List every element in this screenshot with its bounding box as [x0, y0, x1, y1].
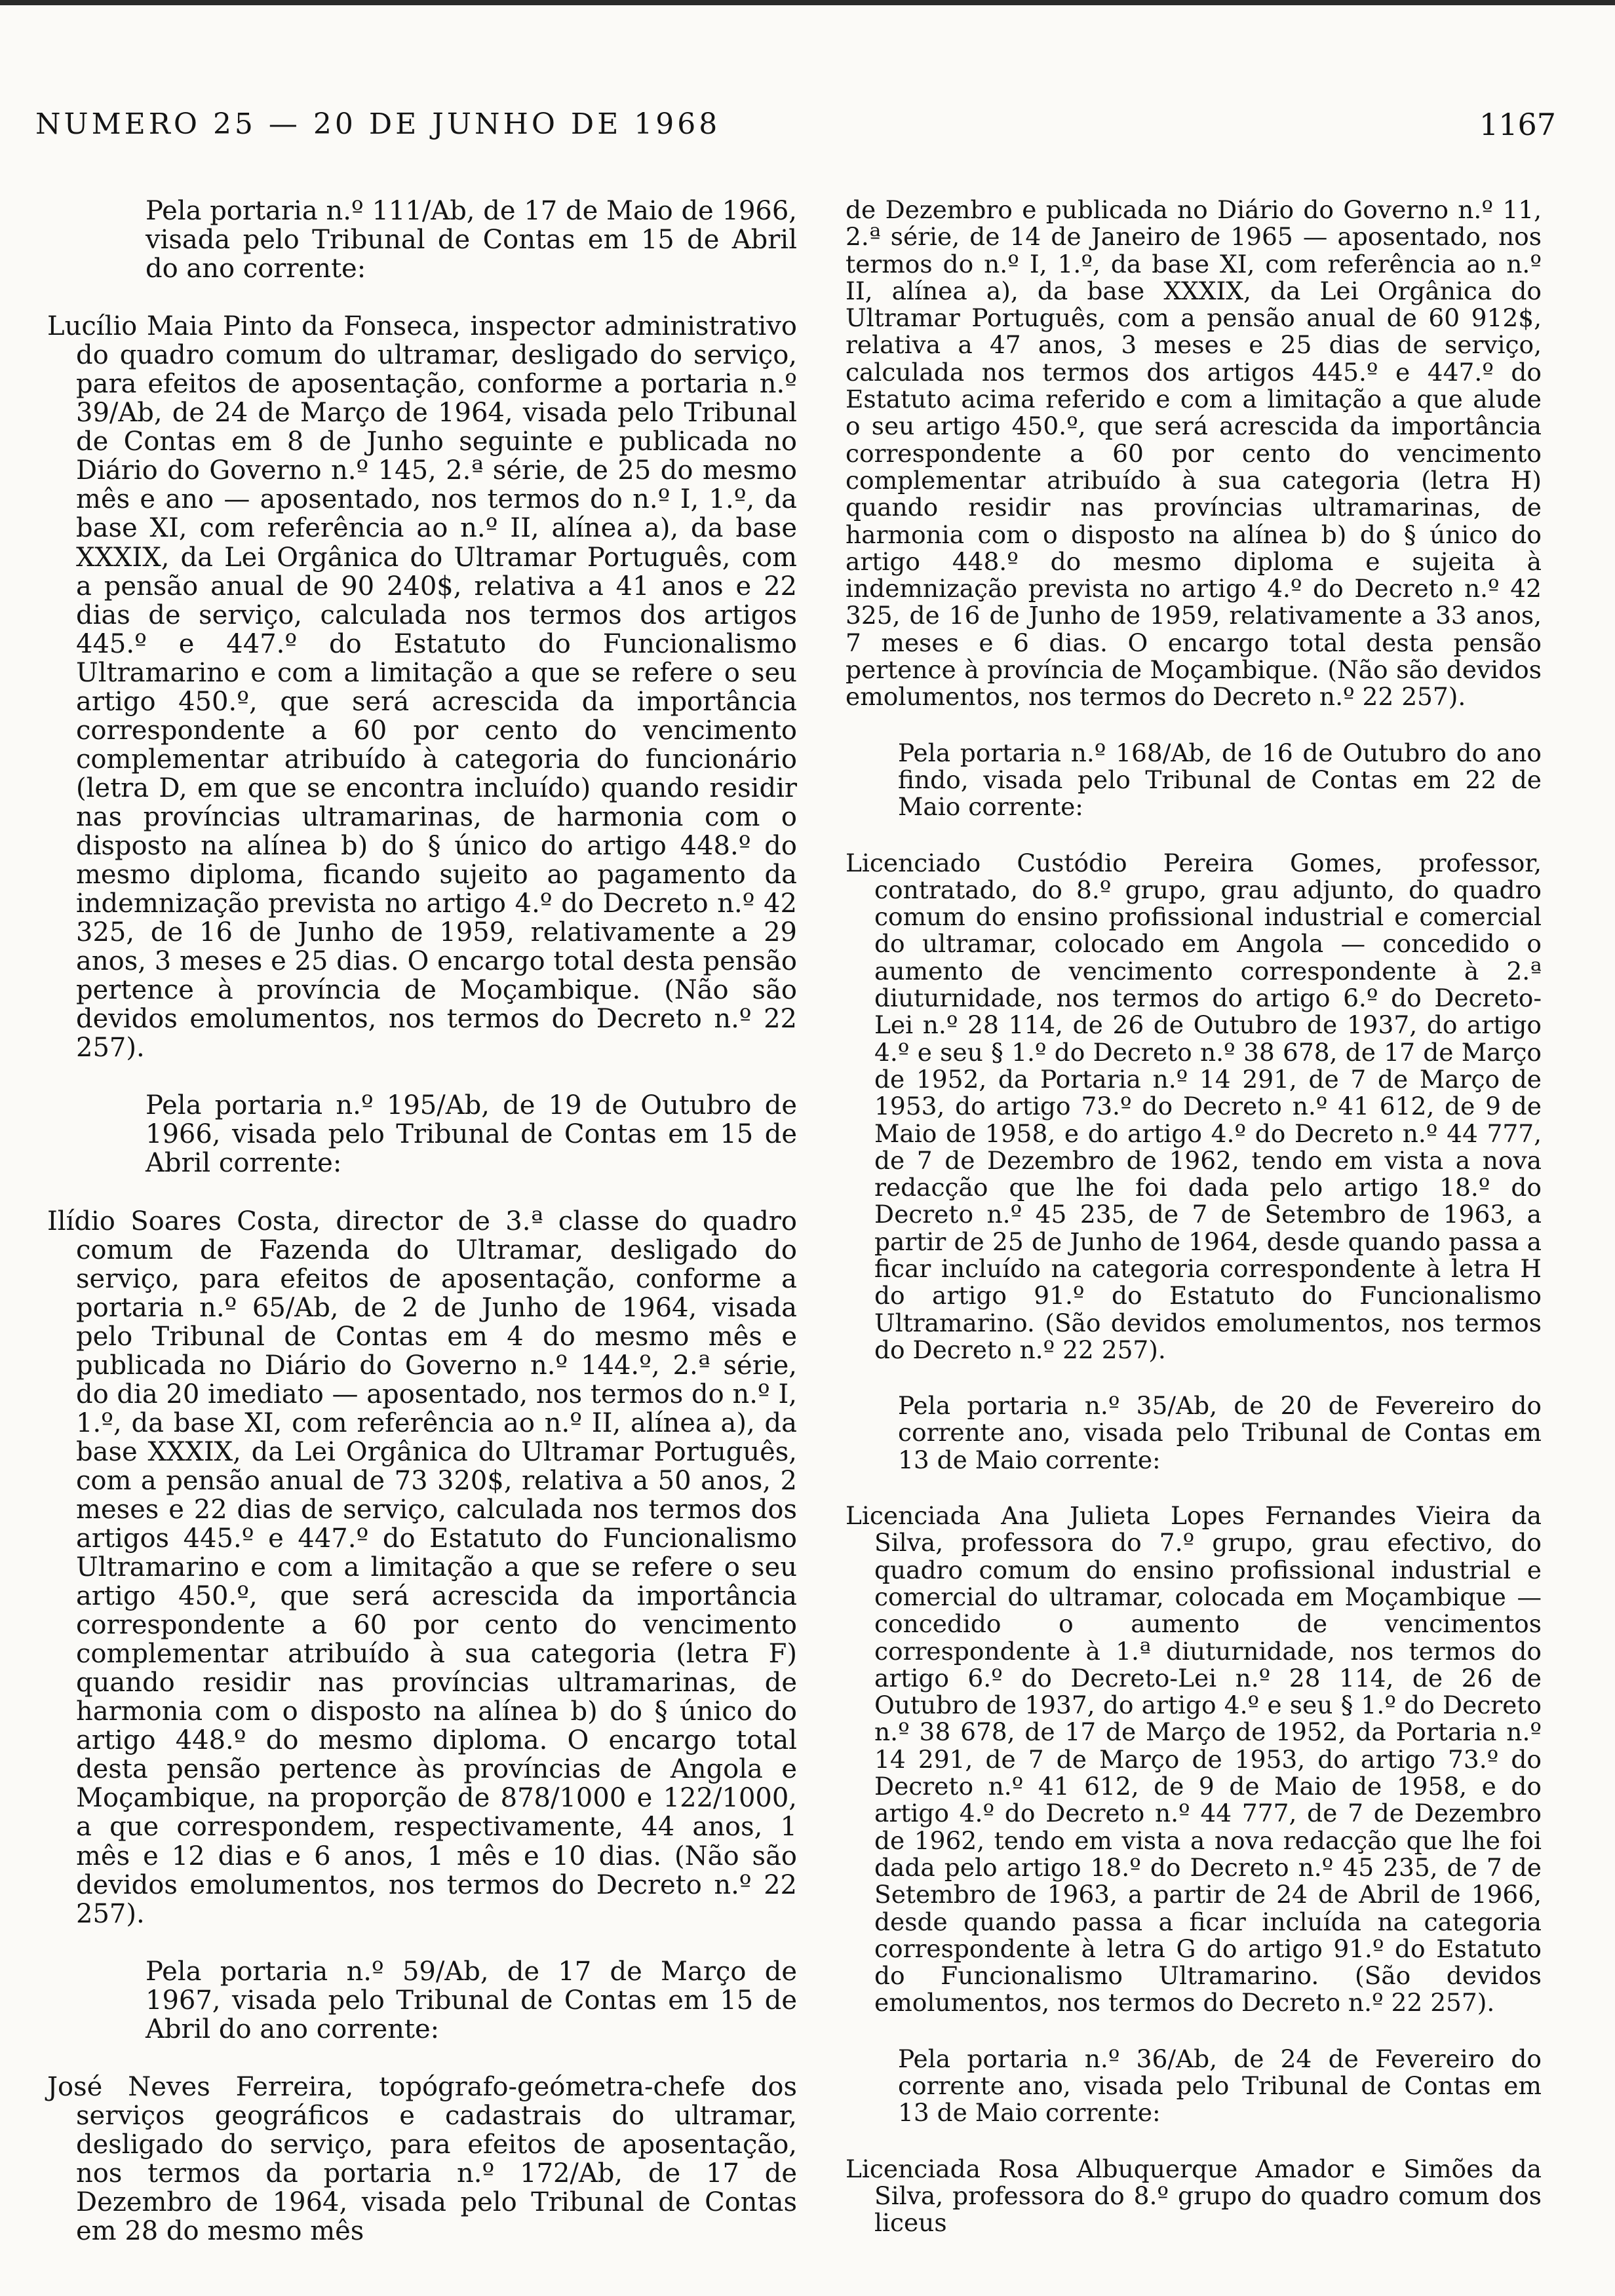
right-column	[846, 197, 1542, 2265]
left-column	[47, 197, 797, 2274]
page-number: 1167	[1479, 107, 1556, 142]
portaria-preamble: Pela portaria n.º 35/Ab, de 20 de Fevereiro do corrente ano, visada pelo Tribunal de Contas em 13 de Maio corrente:	[898, 1391, 1542, 1474]
portaria-entry-continuation: de Dezembro e publicada no Diário do Governo n.º 11, 2.ª série, de 14 de Janeiro de 1965 — aposentado, nos termos do n.º I, 1.º, da base XI, com referência ao n.º II, alínea a), da base XXXIX, da Lei Orgânica do Ultramar Português, com a pensão anual de 60 912$, relativa a 47 anos, 3 meses e 25 dias de serviço, calculada nos termos dos artigos 445.º e 447.º do Estatuto acima referido e com a limitação a que alude o seu artigo 450.º, que será acrescida da importância correspondente a 60 por cento do vencimento complementar atribuído à sua categoria (letra H) quando residir nas províncias ultramarinas, de harmonia com o disposto na alínea b) do § único do artigo 448.º do mesmo diploma e sujeita à indemnização prevista no artigo 4.º do Decreto n.º 42 325, de 16 de Junho de 1959, relativamente a 33 anos, 7 meses e 6 dias. O encargo total desta pensão pertence à província de Moçambique. (Não são devidos emolumentos, nos termos do Decreto n.º 22 257).	[846, 195, 1542, 712]
portaria-entry: José Neves Ferreira, topógrafo-geómetra-chefe dos serviços geográficos e cadastrais do ultramar, desligado do serviço, para efeitos de aposentação, nos termos da portaria n.º 172/Ab, de 17 de Dezembro de 1964, visada pelo Tribunal de Contas em 28 do mesmo mês	[47, 2071, 797, 2247]
portaria-preamble: Pela portaria n.º 59/Ab, de 17 de Março de 1967, visada pelo Tribunal de Contas em 15 de Abril do ano corrente:	[146, 1956, 797, 2044]
portaria-preamble: Pela portaria n.º 195/Ab, de 19 de Outubro de 1966, visada pelo Tribunal de Contas em 15 de Abril corrente:	[146, 1090, 797, 1179]
portaria-entry: Licenciado Custódio Pereira Gomes, professor, contratado, do 8.º grupo, grau adjunto, do quadro comum do ensino profissional industrial e comercial do ultramar, colocado em Angola — concedido o aumento de vencimento correspondente à 2.ª diuturnidade, nos termos do artigo 6.º do Decreto-Lei n.º 28 114, de 26 de Outubro de 1937, do artigo 4.º e seu § 1.º do Decreto n.º 38 678, de 17 de Março de 1952, da Portaria n.º 14 291, de 7 de Março de 1953, do artigo 73.º do Decreto n.º 41 612, de 9 de Maio de 1958, e do artigo 4.º do Decreto n.º 44 777, de 7 de Dezembro de 1962, tendo em vista a nova redacção que lhe foi dada pelo artigo 18.º do Decreto n.º 45 235, de 7 de Setembro de 1963, a partir de 25 de Junho de 1964, desde quando passa a ficar incluído na categoria correspondente à letra H do artigo 91.º do Estatuto do Funcionalismo Ultramarino. (São devidos emolumentos, nos termos do Decreto n.º 22 257).	[846, 848, 1542, 1364]
portaria-entry: Licenciada Ana Julieta Lopes Fernandes Vieira da Silva, professora do 7.º grupo, grau efectivo, do quadro comum do ensino profissional industrial e comercial do ultramar, colocada em Moçambique — concedido o aumento de vencimentos correspondente à 1.ª diuturnidade, nos termos do artigo 6.º do Decreto-Lei n.º 28 114, de 26 de Outubro de 1937, do artigo 4.º e seu § 1.º do Decreto n.º 38 678, de 17 de Março de 1952, da Portaria n.º 14 291, de 7 de Março de 1953, do artigo 73.º do Decreto n.º 41 612, de 9 de Maio de 1958, e do artigo 4.º do Decreto n.º 44 777, de 7 de Dezembro de 1962, tendo em vista a nova redacção que lhe foi dada pelo artigo 18.º do Decreto n.º 45 235, de 7 de Setembro de 1963, a partir de 24 de Abril de 1966, desde quando passa a ficar incluída na categoria correspondente à letra G do artigo 91.º do Estatuto do Funcionalismo Ultramarino. (São devidos emolumentos, nos termos do Decreto n.º 22 257).	[846, 1501, 1542, 2018]
portaria-entry: Lucílio Maia Pinto da Fonseca, inspector administrativo do quadro comum do ultramar, desligado do serviço, para efeitos de aposentação, conforme a portaria n.º 39/Ab, de 24 de Março de 1964, visada pelo Tribunal de Contas em 8 de Junho seguinte e publicada no Diário do Governo n.º 145, 2.ª série, de 25 do mesmo mês e ano — aposentado, nos termos do n.º I, 1.º, da base XI, com referência ao n.º II, alínea a), da base XXXIX, da Lei Orgânica do Ultramar Português, com a pensão anual de 90 240$, relativa a 41 anos e 22 dias de serviço, calculada nos termos dos artigos 445.º e 447.º do Estatuto do Funcionalismo Ultramarino e com a limitação a que se refere o seu artigo 450.º, que será acrescida da importância correspondente a 60 por cento do vencimento complementar atribuído à categoria do funcionário (letra D, em que se encontra incluído) quando residir nas províncias ultramarinas, de harmonia com o disposto na alínea b) do § único do artigo 448.º do mesmo diploma, ficando sujeito ao pagamento da indemnização prevista no artigo 4.º do Decreto n.º 42 325, de 16 de Junho de 1959, relativamente a 29 anos, 3 meses e 25 dias. O encargo total desta pensão pertence à província de Moçambique. (Não são devidos emolumentos, nos termos do Decreto n.º 22 257).	[47, 311, 797, 1063]
portaria-preamble: Pela portaria n.º 111/Ab, de 17 de Maio de 1966, visada pelo Tribunal de Contas em 15 de Abril do ano corrente:	[146, 196, 797, 284]
portaria-preamble: Pela portaria n.º 168/Ab, de 16 de Outubro do ano findo, visada pelo Tribunal de Contas em 22 de Maio corrente:	[898, 738, 1542, 822]
scan-edge	[0, 0, 1615, 5]
portaria-preamble: Pela portaria n.º 36/Ab, de 24 de Fevereiro do corrente ano, visada pelo Tribunal de Contas em 13 de Maio corrente:	[898, 2044, 1542, 2128]
page-header	[35, 105, 1556, 144]
portaria-entry: Ilídio Soares Costa, director de 3.ª classe do quadro comum de Fazenda do Ultramar, desligado do serviço, para efeitos de aposentação, conforme a portaria n.º 65/Ab, de 2 de Junho de 1964, visada pelo Tribunal de Contas em 4 do mesmo mês e publicada no Diário do Governo n.º 144.º, 2.ª série, do dia 20 imediato — aposentado, nos termos do n.º I, 1.º, da base XI, com referência ao n.º II, alínea a), da base XXXIX, da Lei Orgânica do Ultramar Português, com a pensão anual de 73 320$, relativa a 50 anos, 2 meses e 22 dias de serviço, calculada nos termos dos artigos 445.º e 447.º do Estatuto do Funcionalismo Ultramarino e com a limitação a que se refere o seu artigo 450.º, que será acrescida da importância correspondente a 60 por cento do vencimento complementar atribuído à sua categoria (letra F) quando residir nas províncias ultramarinas, de harmonia com o disposto na alínea b) do § único do artigo 448.º do mesmo diploma. O encargo total desta pensão pertence às províncias de Angola e Moçambique, na proporção de 878/1000 e 122/1000, a que correspondem, respectivamente, 44 anos, 1 mês e 12 dias e 6 anos, 1 mês e 10 dias. (Não são devidos emolumentos, nos termos do Decreto n.º 22 257).	[47, 1206, 797, 1929]
portaria-entry: Licenciada Rosa Albuquerque Amador e Simões da Silva, professora do 8.º grupo do quadro comum dos liceus	[846, 2154, 1542, 2238]
header-title: NUMERO 25 — 20 DE JUNHO DE 1968	[35, 107, 721, 141]
